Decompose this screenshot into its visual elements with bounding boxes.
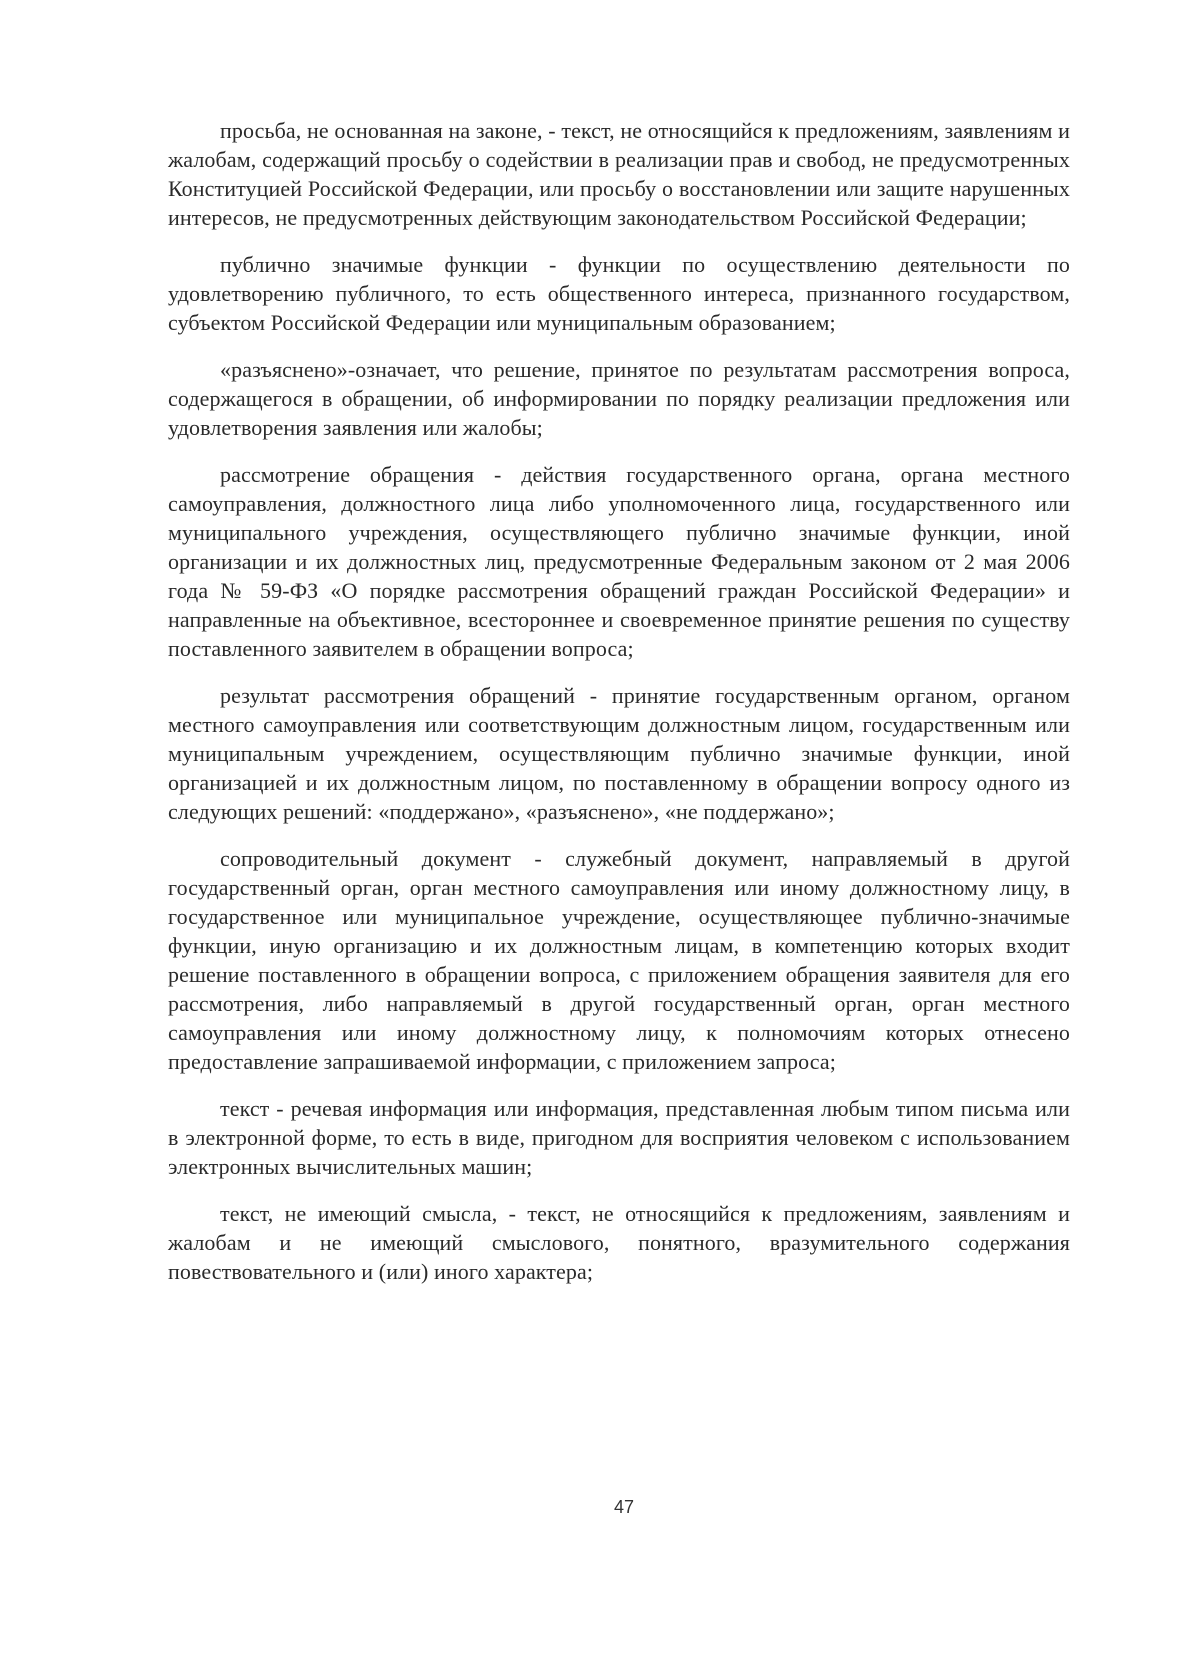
paragraph-petition-not-based-on-law: просьба, не основанная на законе, - текст, не относящийся к предложениям, заявлениям и жалобам, содержащий просьбу о содействии в реализации прав и свобод, не предусмотренных Конституцией Российской Федерации, или просьбу о восстановлении или защите нарушенных интересов, не предусмотренных действующим законодательством Российской Федерации; — [168, 118, 1070, 230]
paragraph-explained: «разъяснено»-означает, что решение, принятое по результатам рассмотрения вопроса, содержащегося в обращении, об информировании по порядку реализации предложения или удовлетворения заявления или жалобы; — [168, 357, 1070, 440]
paragraph-result-of-consideration: результат рассмотрения обращений - принятие государственным органом, органом местного самоуправления или соответствующим должностным лицом, государственным или муниципальным учреждением, осуществляющим публично значимые функции, иной организацией и их должностным лицом, по поставленному в обращении вопросу одного из следующих решений: «поддержано», «разъяснено», «не поддержано»; — [168, 683, 1070, 824]
paragraph-cover-document: сопроводительный документ - служебный документ, направляемый в другой государственный орган, орган местного самоуправления или иному должностному лицу, в государственное или муниципальное учреждение, осуществляющее публично-значимые функции, иную организацию и их должностным лицам, в компетенцию которых входит решение поставленного в обращении вопроса, с приложением обращения заявителя для его рассмотрения, либо направляемый в другой государственный орган, орган местного самоуправления или иному должностному лицу, к полномочиям которых отнесено предоставление запрашиваемой информации, с приложением запроса; — [168, 846, 1070, 1074]
paragraph-publicly-significant-functions: публично значимые функции - функции по осуществлению деятельности по удовлетворению публичного, то есть общественного интереса, признанного государством, субъектом Российской Федерации или муниципальным образованием; — [168, 252, 1070, 335]
paragraph-consideration-of-appeal: рассмотрение обращения - действия государственного органа, органа местного самоуправления, должностного лица либо уполномоченного лица, государственного или муниципального учреждения, осуществляющего публично значимые функции, иной организации и их должностных лиц, предусмотренные Федеральным законом от 2 мая 2006 года № 59-ФЗ «О порядке рассмотрения обращений граждан Российской Федерации» и направленные на объективное, всестороннее и своевременное принятие решения по существу поставленного заявителем в обращении вопроса; — [168, 462, 1070, 661]
paragraph-text-definition: текст - речевая информация или информация, представленная любым типом письма или в электронной форме, то есть в виде, пригодном для восприятия человеком с использованием электронных вычислительных машин; — [168, 1096, 1070, 1179]
document-body — [168, 116, 1070, 1304]
paragraph-meaningless-text: текст, не имеющий смысла, - текст, не относящийся к предложениям, заявлениям и жалобам и не имеющий смыслового, понятного, вразумительного содержания повествовательного и (или) иного характера; — [168, 1201, 1070, 1284]
page-number: 47 — [613, 1497, 635, 1517]
